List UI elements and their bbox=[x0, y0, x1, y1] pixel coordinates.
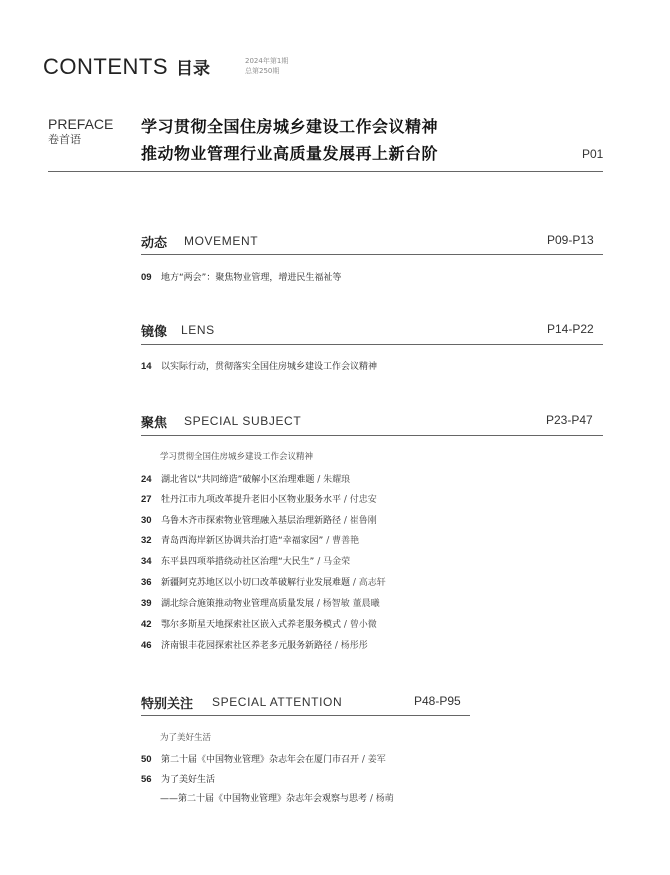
entry-title: 东平县四项举措绕动社区治理“大民生” bbox=[161, 557, 315, 567]
issue-total: 总第250期 bbox=[245, 67, 280, 75]
entry-page-number: 34 bbox=[141, 556, 152, 567]
contents-title: CONTENTS bbox=[43, 54, 168, 79]
list-item[interactable] bbox=[141, 617, 377, 630]
entry-page-number: 46 bbox=[141, 640, 152, 651]
list-item[interactable] bbox=[141, 513, 377, 526]
list-item[interactable] bbox=[141, 575, 386, 588]
list-item[interactable] bbox=[141, 270, 341, 283]
section-movement-pages: P09-P13 bbox=[547, 233, 594, 247]
preface-page: P01 bbox=[582, 147, 604, 161]
section-movement-en: MOVEMENT bbox=[184, 234, 259, 248]
section-divider bbox=[141, 344, 603, 345]
entry-title: 牡丹江市九项改革提升老旧小区物业服务水平 bbox=[161, 495, 342, 505]
list-item[interactable] bbox=[141, 472, 350, 485]
section-lens-en: LENS bbox=[181, 323, 215, 337]
section-subheading: 为了美好生活 bbox=[160, 733, 212, 743]
issue-info bbox=[245, 56, 288, 76]
section-special-subject-pages: P23-P47 bbox=[546, 413, 593, 427]
section-subheading: 学习贯彻全国住房城乡建设工作会议精神 bbox=[160, 452, 314, 462]
entry-page-number: 56 bbox=[141, 774, 152, 785]
entry-title: 湖北省以“共同缔造”破解小区治理难题 bbox=[161, 475, 315, 485]
preface-divider bbox=[48, 171, 603, 172]
preface-title-line2[interactable]: 推动物业管理行业高质量发展再上新台阶 bbox=[141, 144, 439, 163]
entry-author: / 杨智敏 董晨曦 bbox=[314, 599, 380, 609]
entry-author: / 曹善艳 bbox=[323, 536, 360, 546]
entry-page-number: 14 bbox=[141, 361, 152, 372]
section-divider bbox=[141, 254, 603, 255]
section-special-attention-pages: P48-P95 bbox=[414, 694, 461, 708]
section-special-attention-cn: 特别关注 bbox=[141, 697, 194, 712]
entry-page-number: 42 bbox=[141, 619, 152, 630]
section-lens-pages: P14-P22 bbox=[547, 322, 594, 336]
list-item[interactable] bbox=[141, 554, 350, 567]
entry-author: / 杨彤彤 bbox=[332, 641, 368, 651]
list-item[interactable] bbox=[141, 772, 215, 785]
preface-title-line1[interactable]: 学习贯彻全国住房城乡建设工作会议精神 bbox=[141, 117, 439, 136]
list-item[interactable] bbox=[141, 492, 377, 505]
entry-author: / 高志轩 bbox=[350, 578, 386, 588]
entry-title: 以实际行动，贯彻落实全国住房城乡建设工作会议精神 bbox=[161, 362, 378, 372]
section-special-subject-cn: 聚焦 bbox=[141, 416, 168, 431]
entry-title: 为了美好生活 bbox=[161, 775, 216, 785]
entry-author: / 朱耀琅 bbox=[314, 475, 351, 485]
entry-title: 青岛西海岸新区协调共治打造“幸福家园” bbox=[161, 536, 324, 546]
section-special-attention-en: SPECIAL ATTENTION bbox=[212, 695, 343, 709]
entry-author: / 姜军 bbox=[359, 755, 386, 765]
preface-label-cn: 卷首语 bbox=[48, 133, 81, 146]
list-item[interactable] bbox=[141, 596, 380, 609]
entry-author: / 付忠安 bbox=[341, 495, 377, 505]
list-item[interactable] bbox=[141, 533, 359, 546]
issue-number: 2024年第1期 bbox=[245, 57, 289, 65]
list-item[interactable] bbox=[141, 752, 386, 765]
entry-title: 第二十届《中国物业管理》杂志年会在厦门市召开 bbox=[161, 755, 360, 765]
list-item[interactable] bbox=[141, 359, 377, 372]
entry-page-number: 09 bbox=[141, 272, 152, 283]
section-movement-cn: 动态 bbox=[141, 236, 168, 251]
entry-page-number: 50 bbox=[141, 754, 152, 765]
entry-page-number: 24 bbox=[141, 474, 152, 485]
entry-title: 乌鲁木齐市探索物业管理融入基层治理新路径 bbox=[161, 516, 342, 526]
entry-title: ——第二十届《中国物业管理》杂志年会观察与思考 bbox=[160, 794, 368, 804]
entry-title: 新疆阿克苏地区以小切口改革破解行业发展难题 bbox=[161, 578, 351, 588]
entry-author: / 马金荣 bbox=[314, 557, 351, 567]
section-divider bbox=[141, 435, 603, 436]
entry-title: 济南银丰花园探索社区养老多元服务新路径 bbox=[161, 641, 333, 651]
entry-page-number: 27 bbox=[141, 494, 152, 505]
section-lens-cn: 镜像 bbox=[141, 325, 168, 340]
entry-author: / 杨萌 bbox=[367, 794, 394, 804]
section-special-subject-en: SPECIAL SUBJECT bbox=[184, 414, 302, 428]
entry-author: / 曾小微 bbox=[341, 620, 377, 630]
preface-label: PREFACE bbox=[48, 116, 114, 132]
entry-author: / 崔鲁刚 bbox=[341, 516, 377, 526]
entry-title: 鄂尔多斯星天地探索社区嵌入式养老服务模式 bbox=[161, 620, 342, 630]
entry-page-number: 30 bbox=[141, 515, 152, 526]
entry-title: 湖北综合施策推动物业管理高质量发展 bbox=[161, 599, 315, 609]
section-divider bbox=[141, 715, 470, 716]
entry-title: 地方“两会”：聚焦物业管理，增进民生福祉等 bbox=[161, 273, 342, 283]
contents-title-cn: 目录 bbox=[176, 59, 210, 79]
entry-page-number: 32 bbox=[141, 535, 152, 546]
list-item-continuation[interactable] bbox=[160, 791, 394, 804]
list-item[interactable] bbox=[141, 638, 368, 651]
entry-page-number: 39 bbox=[141, 598, 152, 609]
entry-page-number: 36 bbox=[141, 577, 152, 588]
